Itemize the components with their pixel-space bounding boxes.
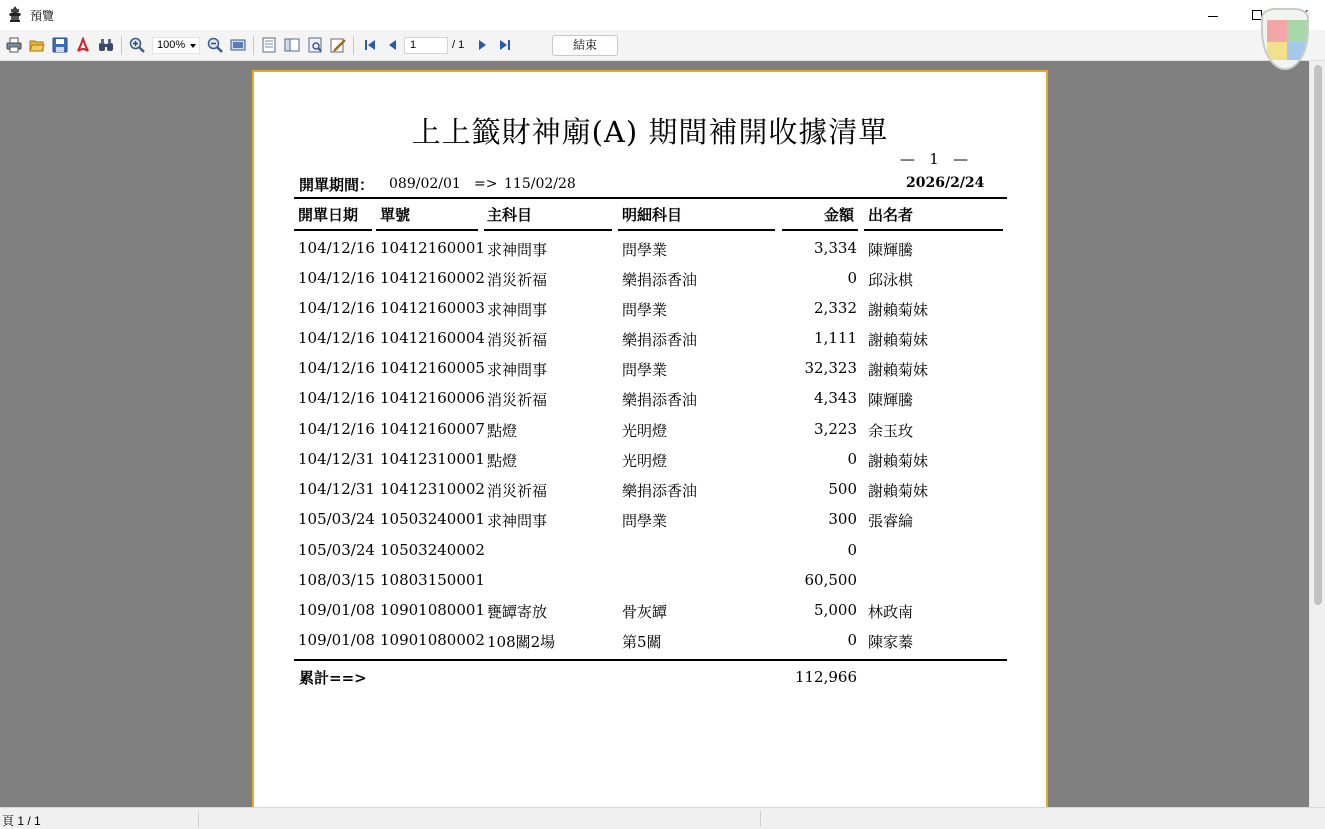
page-number: — 1 — xyxy=(900,150,969,168)
table-row xyxy=(254,239,1046,269)
minimize-button[interactable] xyxy=(1190,0,1236,30)
cell-no: 10412310002 xyxy=(380,480,485,498)
cell-main: 求神問事 xyxy=(487,301,548,319)
zoom-value: 100% xyxy=(157,39,186,51)
emblem-logo xyxy=(1259,6,1311,72)
cell-main: 求神問事 xyxy=(487,512,548,530)
column-underline xyxy=(618,229,775,231)
zoom-select[interactable] xyxy=(152,37,200,54)
pdf-icon[interactable] xyxy=(75,37,91,53)
table-row xyxy=(254,631,1046,661)
table-row xyxy=(254,389,1046,419)
cell-main: 消災祈福 xyxy=(487,482,548,500)
cell-date: 109/01/08 xyxy=(298,601,375,619)
toolbar xyxy=(0,30,1325,61)
cell-date: 109/01/08 xyxy=(298,631,375,649)
table-row xyxy=(254,269,1046,299)
outline-icon[interactable] xyxy=(284,37,300,53)
column-header-date: 開單日期 xyxy=(298,206,359,224)
column-header-main: 主科目 xyxy=(487,206,533,224)
window-title: 預覽 xyxy=(30,9,55,23)
cell-no: 10412160001 xyxy=(380,239,485,257)
status-page-text: 頁 1 / 1 xyxy=(2,814,41,828)
prev-page-icon[interactable] xyxy=(385,37,401,53)
report-page xyxy=(252,70,1048,807)
cell-no: 10412160004 xyxy=(380,329,485,347)
cell-amount: 3,334 xyxy=(814,239,857,257)
zoom-in-icon[interactable] xyxy=(129,37,145,53)
total-label: 累計==> xyxy=(299,669,367,687)
cell-detail: 問學業 xyxy=(622,361,668,379)
print-date: 2026/2/24 xyxy=(906,175,985,191)
cell-main: 點燈 xyxy=(487,452,518,470)
cell-no: 10412310001 xyxy=(380,450,485,468)
cell-no: 10412160002 xyxy=(380,269,485,287)
status-divider xyxy=(198,811,199,827)
period-from: 089/02/01 xyxy=(389,176,461,192)
page-total: / 1 xyxy=(452,39,465,51)
cell-name: 林政南 xyxy=(868,603,914,621)
cell-amount: 5,000 xyxy=(814,601,857,619)
cell-main: 消災祈福 xyxy=(487,271,548,289)
column-header-amount: 金額 xyxy=(824,206,855,224)
cell-detail: 問學業 xyxy=(622,241,668,259)
total-rule xyxy=(294,659,1007,661)
column-underline xyxy=(294,229,372,231)
status-divider xyxy=(760,811,761,827)
next-page-icon[interactable] xyxy=(474,37,490,53)
cell-date: 105/03/24 xyxy=(298,541,375,559)
cell-date: 104/12/16 xyxy=(298,389,375,407)
cell-date: 104/12/16 xyxy=(298,239,375,257)
table-row xyxy=(254,299,1046,329)
cell-no: 10412160005 xyxy=(380,359,485,377)
cell-name: 陳家蓁 xyxy=(868,633,914,651)
table-row xyxy=(254,420,1046,450)
cell-detail: 問學業 xyxy=(622,301,668,319)
find-icon[interactable] xyxy=(98,37,114,53)
period-to: 115/02/28 xyxy=(504,176,576,192)
last-page-icon[interactable] xyxy=(497,37,513,53)
cell-date: 104/12/16 xyxy=(298,269,375,287)
cell-amount: 300 xyxy=(828,510,857,528)
cell-amount: 4,343 xyxy=(814,389,857,407)
edit-icon[interactable] xyxy=(330,37,346,53)
header-rule xyxy=(294,197,1007,199)
save-icon[interactable] xyxy=(52,37,68,53)
cell-amount: 0 xyxy=(847,450,857,468)
cell-name: 邱泳棋 xyxy=(868,271,914,289)
cell-amount: 3,223 xyxy=(814,420,857,438)
cell-date: 104/12/16 xyxy=(298,359,375,377)
cell-amount: 500 xyxy=(828,480,857,498)
cell-name: 余玉玫 xyxy=(868,422,914,440)
open-icon[interactable] xyxy=(29,37,45,53)
end-button[interactable]: 結束 xyxy=(552,35,618,56)
table-row xyxy=(254,541,1046,571)
table-row xyxy=(254,450,1046,480)
chevron-down-icon xyxy=(190,44,196,48)
cell-date: 104/12/16 xyxy=(298,299,375,317)
cell-detail: 光明燈 xyxy=(622,422,668,440)
cell-amount: 0 xyxy=(847,269,857,287)
cell-name: 謝賴菊妹 xyxy=(868,452,929,470)
report-title: 上上籤財神廟(A) 期間補開收據清單 xyxy=(411,115,889,149)
cell-main: 消災祈福 xyxy=(487,331,548,349)
cell-name: 張睿綸 xyxy=(868,512,914,530)
cell-date: 105/03/24 xyxy=(298,510,375,528)
cell-name: 陳輝騰 xyxy=(868,241,914,259)
print-icon[interactable] xyxy=(6,37,22,53)
cell-main: 108關2場 xyxy=(487,633,556,651)
toolbar-separator xyxy=(253,36,254,55)
cell-no: 10803150001 xyxy=(380,571,485,589)
status-bar xyxy=(0,807,1325,829)
cell-amount: 1,111 xyxy=(814,329,857,347)
zoom-out-icon[interactable] xyxy=(207,37,223,53)
cell-detail: 樂捐添香油 xyxy=(622,482,698,500)
cell-date: 104/12/31 xyxy=(298,480,375,498)
cell-name: 謝賴菊妹 xyxy=(868,482,929,500)
cell-no: 10412160007 xyxy=(380,420,485,438)
table-row xyxy=(254,359,1046,389)
cell-main: 求神問事 xyxy=(487,361,548,379)
cell-date: 108/03/15 xyxy=(298,571,375,589)
cell-amount: 0 xyxy=(847,631,857,649)
cell-no: 10412160003 xyxy=(380,299,485,317)
cell-main: 消災祈福 xyxy=(487,391,548,409)
table-row xyxy=(254,571,1046,601)
cell-name: 謝賴菊妹 xyxy=(868,331,929,349)
cell-main: 求神問事 xyxy=(487,241,548,259)
preview-area[interactable] xyxy=(0,61,1309,807)
cell-amount: 0 xyxy=(847,541,857,559)
column-underline xyxy=(484,229,612,231)
cell-amount: 2,332 xyxy=(814,299,857,317)
column-header-name: 出名者 xyxy=(868,206,914,224)
column-underline xyxy=(782,229,858,231)
cell-date: 104/12/16 xyxy=(298,329,375,347)
column-underline xyxy=(864,229,1003,231)
cell-detail: 骨灰罈 xyxy=(622,603,668,621)
cell-no: 10412160006 xyxy=(380,389,485,407)
page-number-input[interactable]: 1 xyxy=(404,37,448,54)
cell-detail: 樂捐添香油 xyxy=(622,271,698,289)
thumbnails-icon[interactable] xyxy=(307,37,323,53)
cell-amount: 32,323 xyxy=(804,359,857,377)
cell-name: 謝賴菊妹 xyxy=(868,301,929,319)
scrollbar-thumb[interactable] xyxy=(1314,65,1322,605)
cell-detail: 問學業 xyxy=(622,512,668,530)
table-row xyxy=(254,480,1046,510)
cell-no: 10901080001 xyxy=(380,601,485,619)
cell-no: 10503240002 xyxy=(380,541,485,559)
toolbar-separator xyxy=(121,36,122,55)
column-header-no: 單號 xyxy=(380,206,411,224)
table-row xyxy=(254,601,1046,631)
cell-date: 104/12/16 xyxy=(298,420,375,438)
period-arrow: => xyxy=(474,176,498,192)
cell-name: 謝賴菊妹 xyxy=(868,361,929,379)
table-row xyxy=(254,329,1046,359)
cell-no: 10503240001 xyxy=(380,510,485,528)
minimize-icon xyxy=(1208,16,1218,17)
title-bar xyxy=(0,0,1325,30)
cell-detail: 光明燈 xyxy=(622,452,668,470)
cell-detail: 第5關 xyxy=(622,633,662,651)
vertical-scrollbar[interactable] xyxy=(1309,61,1325,807)
cell-main: 點燈 xyxy=(487,422,518,440)
cell-detail: 樂捐添香油 xyxy=(622,391,698,409)
cell-date: 104/12/31 xyxy=(298,450,375,468)
cell-main: 甕罈寄放 xyxy=(487,603,548,621)
cell-amount: 60,500 xyxy=(804,571,857,589)
fit-page-icon[interactable] xyxy=(230,37,246,53)
app-icon xyxy=(8,6,22,22)
column-underline xyxy=(376,229,478,231)
page-setup-icon[interactable] xyxy=(261,37,277,53)
first-page-icon[interactable] xyxy=(362,37,378,53)
column-header-detail: 明細科目 xyxy=(622,206,683,224)
cell-detail: 樂捐添香油 xyxy=(622,331,698,349)
toolbar-separator xyxy=(353,36,354,55)
total-value: 112,966 xyxy=(794,668,857,686)
period-label: 開單期間： xyxy=(299,176,375,194)
table-row xyxy=(254,510,1046,540)
cell-name: 陳輝騰 xyxy=(868,391,914,409)
cell-no: 10901080002 xyxy=(380,631,485,649)
emblem-shield xyxy=(1261,8,1309,70)
